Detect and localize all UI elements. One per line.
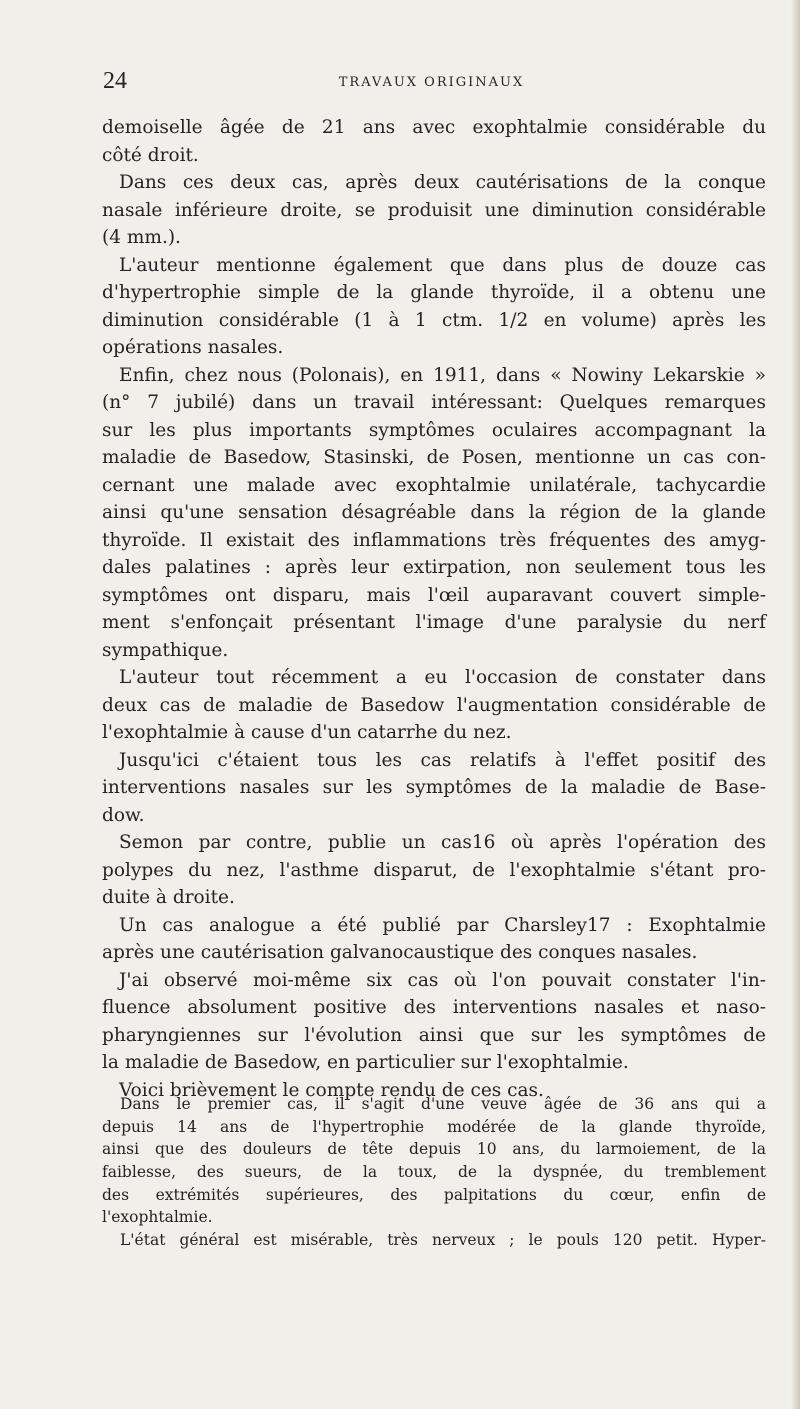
text-line: deux cas de maladie de Basedow l'augmentation considérable de <box>102 694 766 716</box>
text-line: pharyngiennes sur l'évolution ainsi que sur les symptômes de <box>102 1024 766 1046</box>
text-line: thyroïde. Il existait des inflammations très fréquentes des amyg- <box>102 529 766 551</box>
book-spine-shadow <box>791 0 800 1409</box>
case-text-line: Dans le premier cas, il s'agit d'une veuve âgée de 36 ans qui a <box>120 1095 766 1113</box>
case-report-text <box>102 1093 766 1252</box>
text-line: après une cautérisation galvanocaustique des conques nasales. <box>102 942 698 963</box>
text-line: dow. <box>102 804 145 826</box>
case-text-line: des extrémités supérieures, des palpitations du cœur, enfin de <box>102 1185 766 1204</box>
text-line: sympathique. <box>102 639 229 661</box>
main-text <box>102 114 766 1104</box>
text-line: (n° 7 jubilé) dans un travail intéressant: Quelques remarques <box>102 392 766 413</box>
case-text-line: faiblesse, des sueurs, de la toux, de la dyspnée, du tremblement <box>102 1163 766 1182</box>
text-line: d'hypertrophie simple de la glande thyroïde, il a obtenu une <box>102 282 766 303</box>
text-line: maladie de Basedow, Stasinski, de Posen, mentionne un cas con- <box>102 447 766 468</box>
text-line: Semon par contre, publie un cas16 où après l'opération des <box>119 832 766 853</box>
case-text-line: l'exophtalmie. <box>102 1208 213 1227</box>
case-text-line: depuis 14 ans de l'hypertrophie modérée de la glande thyroïde, <box>102 1117 766 1136</box>
text-line: Voici brièvement le compte rendu de ces cas. <box>119 1079 544 1101</box>
text-line: duite à droite. <box>102 887 235 908</box>
text-line: côté droit. <box>102 144 199 166</box>
text-line: Enfin, chez nous (Polonais), en 1911, dans « Nowiny Lekarskie » <box>119 364 766 386</box>
text-line: l'exophtalmie à cause d'un catarrhe du nez. <box>102 722 512 743</box>
text-line: opérations nasales. <box>102 337 284 358</box>
text-line: J'ai observé moi-même six cas où l'on pouvait constater l'in- <box>119 969 766 991</box>
running-head <box>103 68 760 98</box>
text-line: la maladie de Basedow, en particulier sur l'exophtalmie. <box>102 1052 629 1073</box>
text-line: ment s'enfonçait présentant l'image d'une paralysie du nerf <box>102 612 766 633</box>
text-line: demoiselle âgée de 21 ans avec exophtalmie considérable du <box>102 117 766 138</box>
text-line: polypes du nez, l'asthme disparut, de l'exophtalmie s'étant pro- <box>102 859 766 881</box>
text-line: Dans ces deux cas, après deux cautérisations de la conque <box>119 172 766 193</box>
case-text-line: L'état général est misérable, très nerveux ; le pouls 120 petit. Hyper- <box>120 1231 766 1250</box>
text-line: interventions nasales sur les symptômes de la maladie de Base- <box>102 777 766 798</box>
text-line: sur les plus importants symptômes oculaires accompagnant la <box>102 419 766 441</box>
text-line: symptômes ont disparu, mais l'œil auparavant couvert simple- <box>102 584 766 606</box>
text-line: L'auteur mentionne également que dans plus de douze cas <box>119 254 766 276</box>
text-line: cernant une malade avec exophtalmie unilatérale, tachycardie <box>102 474 766 496</box>
text-line: diminution considérable (1 à 1 ctm. 1/2 en volume) après les <box>102 309 766 331</box>
journal-title: TRAVAUX ORIGINAUX <box>338 75 525 90</box>
text-line: (4 mm.). <box>102 227 181 248</box>
text-line: nasale inférieure droite, se produisit une diminution considérable <box>102 199 766 221</box>
text-line: dales palatines : après leur extirpation, non seulement tous les <box>102 557 766 578</box>
case-text-line: ainsi que des douleurs de tête depuis 10 ans, du larmoiement, de la <box>102 1140 766 1159</box>
text-line: Un cas analogue a été publié par Charsley17 : Exophtalmie <box>119 914 766 936</box>
text-line: L'auteur tout récemment a eu l'occasion de constater dans <box>119 667 766 688</box>
text-line: fluence absolument positive des interventions nasales et naso- <box>102 997 766 1018</box>
page-number: 24 <box>103 68 127 94</box>
text-line: Jusqu'ici c'étaient tous les cas relatifs à l'effet positif des <box>119 749 766 771</box>
text-line: ainsi qu'une sensation désagréable dans la région de la glande <box>102 502 766 523</box>
